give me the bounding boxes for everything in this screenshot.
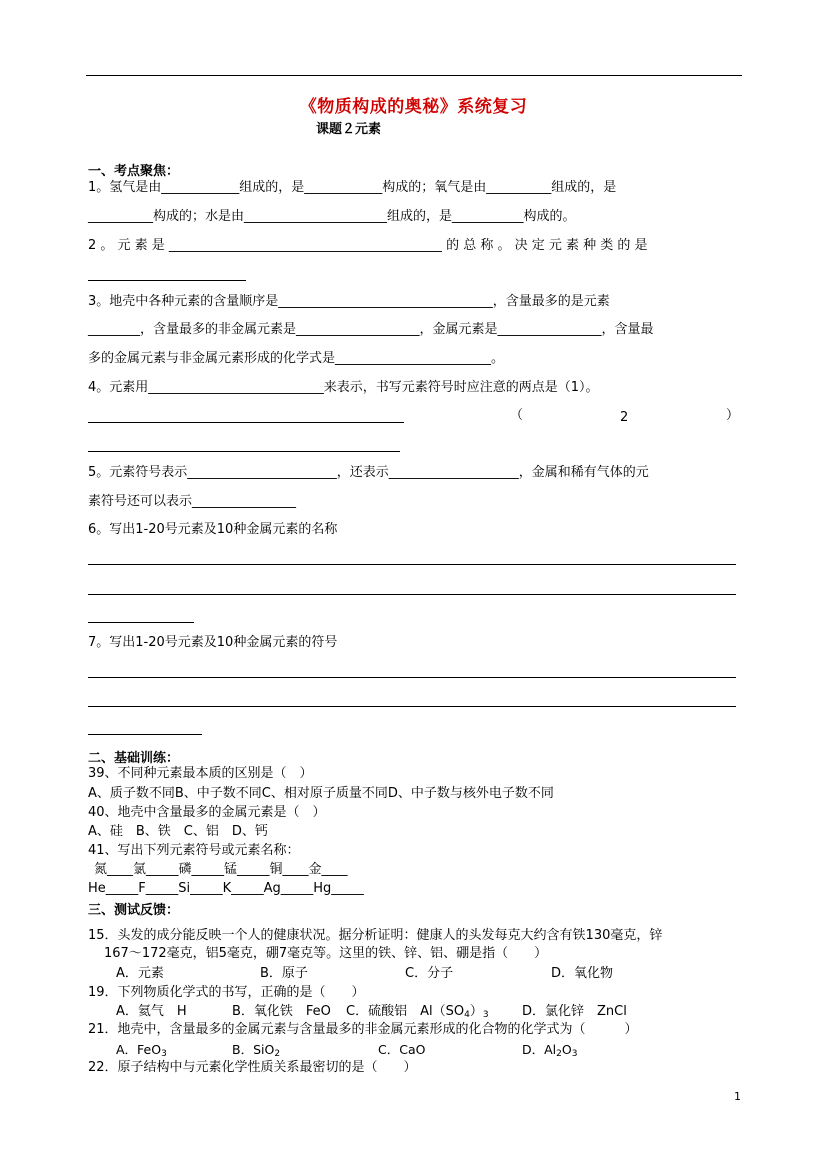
question-15-line-1: 15．头发的成分能反映一个人的健康状况。据分析证明：健康人的头发每克大约含有铁130毫克，锌 xyxy=(88,928,663,943)
question-19-option-d: D．氯化锌 ZnCl xyxy=(522,1004,627,1019)
question-41-row-2: He_____F_____Si_____K_____Ag_____Hg_____ xyxy=(88,881,364,896)
answer-blank-line xyxy=(88,677,736,678)
question-40-options: A、硅 B、铁 C、铝 D、钙 xyxy=(88,824,268,839)
question-21-option-d xyxy=(522,1042,577,1058)
question-15-line-2: 167～172毫克，铝5毫克，硼7毫克等。这里的铁、锌、铝、硼是指（ ） xyxy=(104,946,548,961)
subscript: 3 xyxy=(482,1010,489,1020)
question-19: 19．下列物质化学式的书写，正确的是（ ） xyxy=(88,985,365,1000)
question-41: 41、写出下列元素符号或元素名称： xyxy=(88,843,300,858)
question-41-row-1: 氮____氯_____磷_____锰_____铜____金____ xyxy=(94,862,348,877)
header-rule xyxy=(86,75,742,76)
question-40: 40、地壳中含量最多的金属元素是（ ） xyxy=(88,805,326,820)
paren-open: （ xyxy=(510,408,524,423)
option-a-text: A．FeO xyxy=(116,1042,162,1057)
question-39-options: A、质子数不同B、中子数不同C、相对原子质量不同D、中子数与核外电子数不同 xyxy=(88,786,554,801)
question-21-option-a xyxy=(116,1042,167,1058)
question-2-line-1: 2 。 元 素 是 __________________________________________ 的 总 称 。 决 定 元 素 种 类 的 是 xyxy=(88,238,648,253)
question-15-option-d: D．氧化物 xyxy=(551,966,614,981)
question-19-option-b: B．氧化铁 FeO xyxy=(232,1004,331,1019)
option-c-text: C．硫酸铝 Al（SO xyxy=(346,1004,465,1019)
question-5-line-1: 5。元素符号表示_______________________，还表示____________________，金属和稀有气体的元 xyxy=(88,465,649,480)
question-19-option-a: A．氦气 H xyxy=(116,1004,187,1019)
section-heading-3: 三、测试反馈： xyxy=(88,903,180,918)
question-15-option-b: B．原子 xyxy=(260,966,308,981)
answer-blank-line xyxy=(88,280,246,281)
section-heading-1: 一、考点聚焦： xyxy=(88,164,180,179)
question-3-line-3: 多的金属元素与非金属元素形成的化学式是________________________。 xyxy=(88,351,505,366)
option-b-text: B．SiO xyxy=(232,1042,275,1057)
question-22: 22．原子结构中与元素化学性质关系最密切的是（ ） xyxy=(88,1060,417,1075)
option-d-mid: O xyxy=(561,1042,572,1057)
subscript: 2 xyxy=(274,1049,281,1059)
question-1-line-2: __________构成的；水是由______________________组成的，是___________构成的。 xyxy=(88,209,576,224)
question-15-option-a: A．元素 xyxy=(116,966,164,981)
question-39: 39、不同种元素最本质的区别是（ ） xyxy=(88,766,313,781)
question-19-option-c xyxy=(346,1004,489,1020)
question-21-option-b xyxy=(232,1042,280,1058)
subscript: 3 xyxy=(571,1049,578,1059)
section-heading-2: 二、基础训练： xyxy=(88,751,180,766)
question-7-line-1: 7。写出1-20号元素及10种金属元素的符号 xyxy=(88,635,338,650)
subscript: 2 xyxy=(556,1049,562,1059)
answer-blank-line xyxy=(88,594,736,595)
question-4-line-1: 4。元素用___________________________来表示，书写元素符号时应注意的两点是（1）。 xyxy=(88,380,599,395)
subscript: 4 xyxy=(464,1010,470,1020)
item-number-2: 2 xyxy=(620,410,629,425)
subscript: 3 xyxy=(161,1049,167,1059)
answer-blank-line xyxy=(88,564,736,565)
paren-close: ） xyxy=(726,408,740,423)
answer-blank-line xyxy=(88,422,404,423)
page-number: 1 xyxy=(734,1090,741,1103)
question-5-line-2: 素符号还可以表示________________ xyxy=(88,494,297,509)
question-21: 21．地壳中，含量最多的金属元素与含量最多的非金属元素形成的化合物的化学式为（ ） xyxy=(88,1022,638,1037)
question-3-line-2: ________，含量最多的非金属元素是___________________，金属元素是________________，含量最 xyxy=(88,322,654,337)
page-title: 《物质构成的奥秘》系统复习 xyxy=(299,97,528,117)
answer-blank-line xyxy=(88,734,202,735)
question-3-line-1: 3。地壳中各种元素的含量顺序是_________________________________，含量最多的是元素 xyxy=(88,294,610,309)
answer-blank-line xyxy=(88,451,400,452)
question-1-line-1: 1。氢气是由____________组成的，是____________构成的；氧气是由__________组成的，是 xyxy=(88,180,617,195)
option-c-close: ） xyxy=(469,1004,483,1019)
answer-blank-line xyxy=(88,622,194,623)
question-15-option-c: C．分子 xyxy=(405,966,454,981)
answer-blank-line xyxy=(88,706,736,707)
option-d-text: D．Al xyxy=(522,1042,557,1057)
question-6-line-1: 6。写出1-20号元素及10种金属元素的名称 xyxy=(88,522,338,537)
lesson-subtitle: 课题２元素 xyxy=(316,122,382,137)
question-21-option-c: C．CaO xyxy=(378,1042,426,1057)
